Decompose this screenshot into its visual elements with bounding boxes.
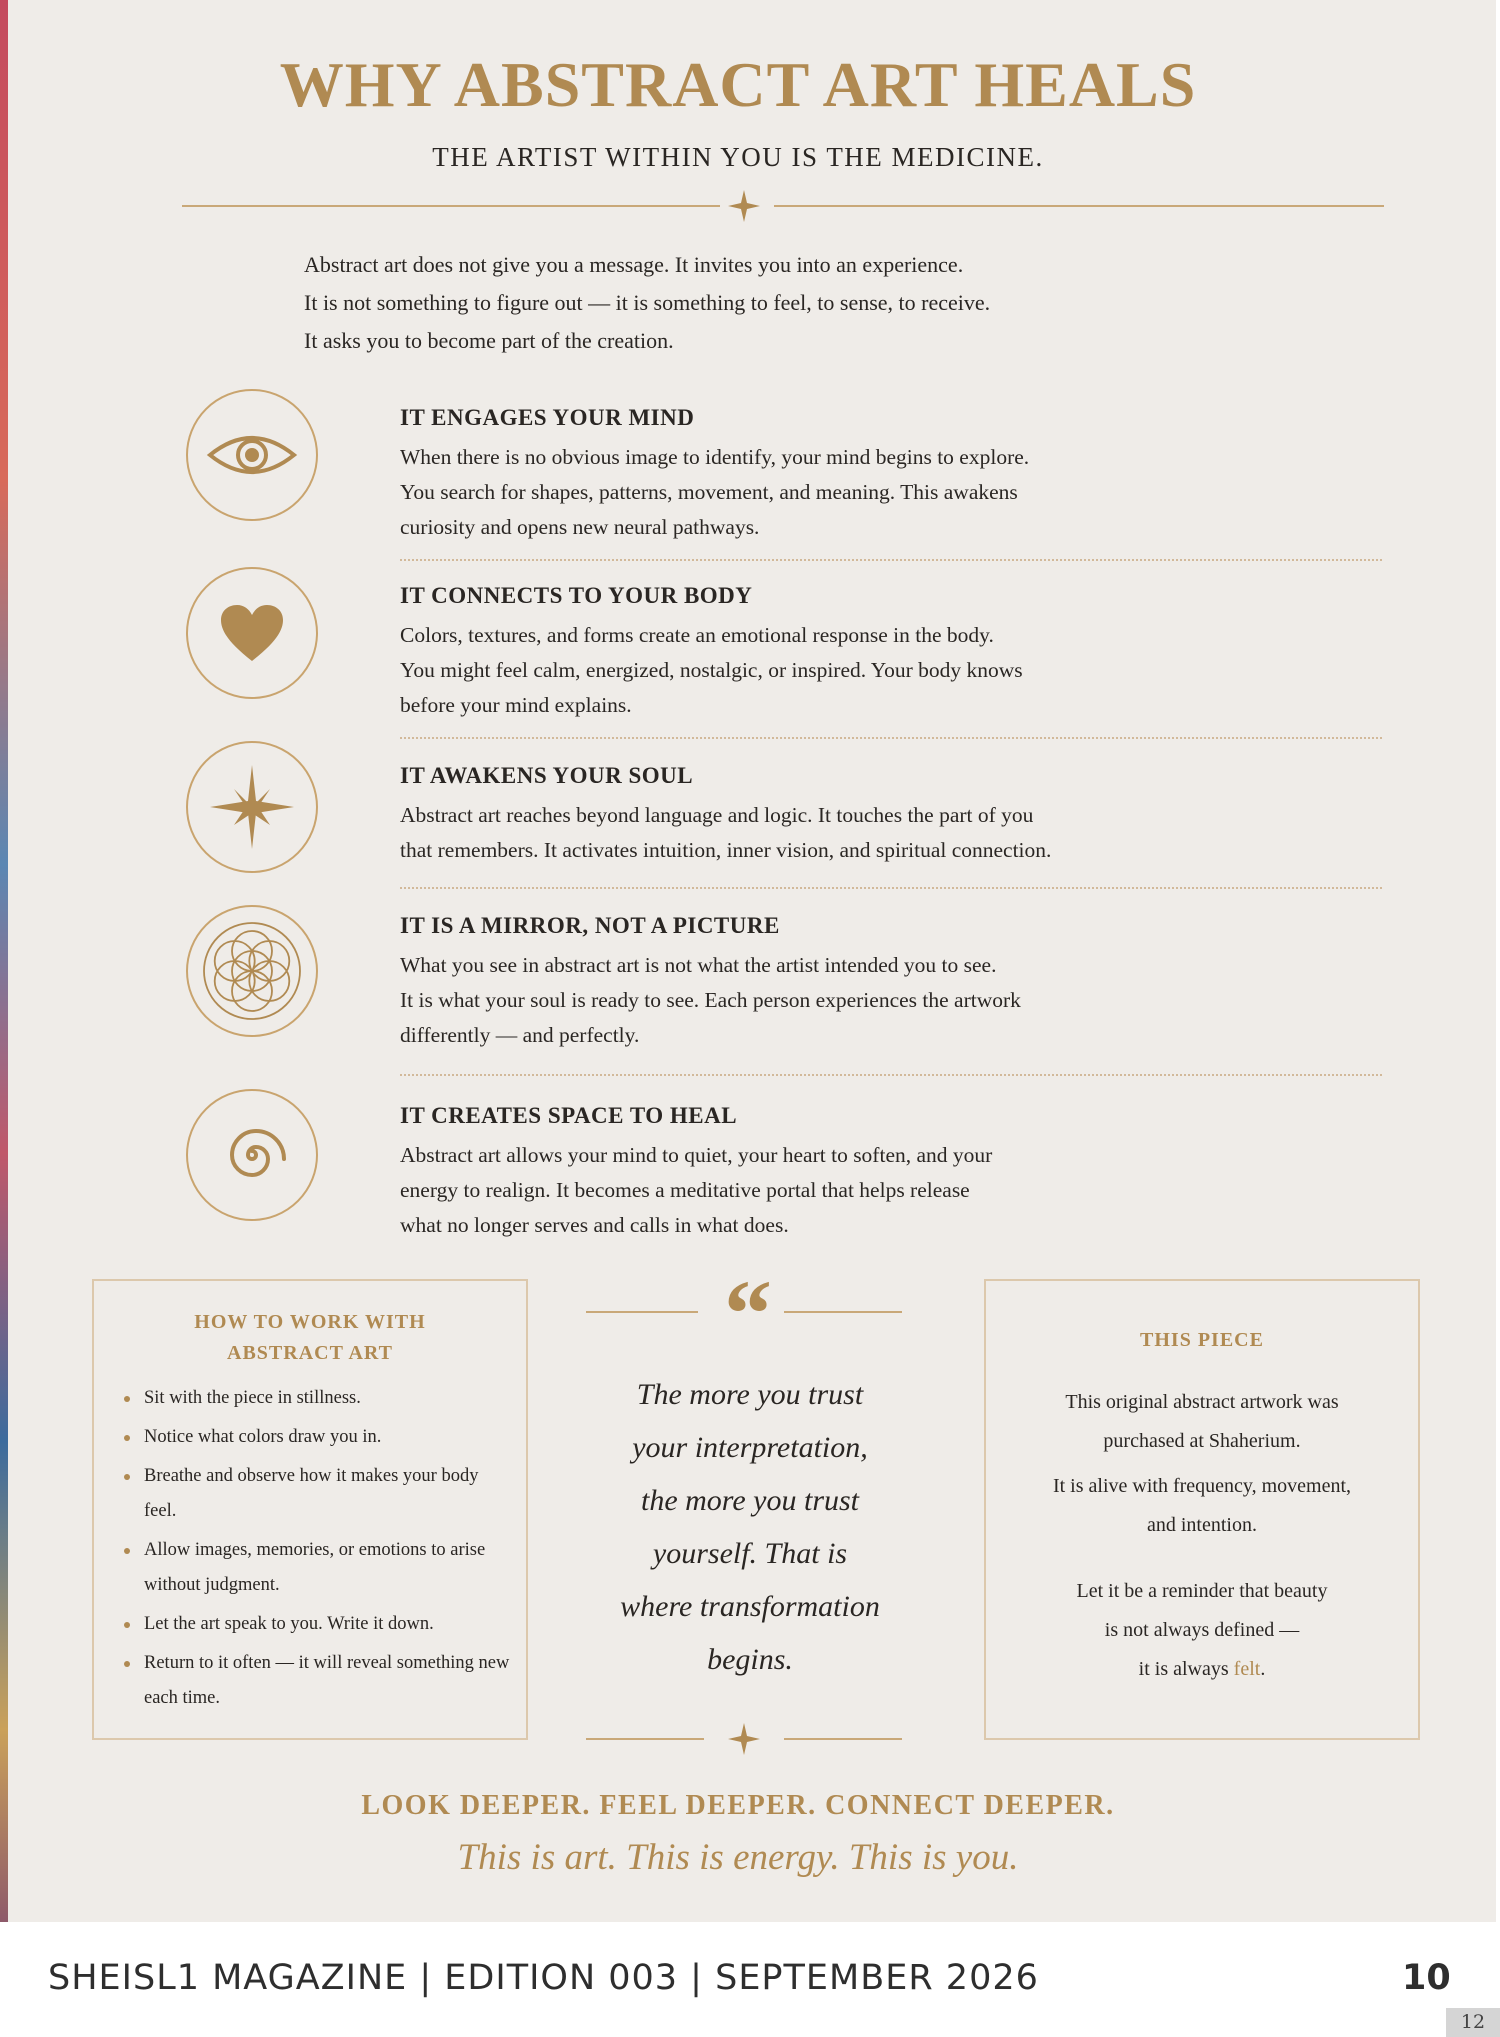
section-body-line: energy to realign. It becomes a meditative portal that helps release: [400, 1178, 970, 1202]
eye-icon: [206, 427, 298, 483]
how-to-list: [120, 1381, 510, 1720]
section-body-line: that remembers. It activates intuition, inner vision, and spiritual connection.: [400, 838, 1052, 862]
quote-mark-icon: “: [724, 1260, 772, 1367]
how-to-box: [92, 1279, 528, 1740]
intro-line: It is not something to figure out — it is something to feel, to sense, to receive.: [304, 290, 991, 315]
top-divider-right: [774, 205, 1384, 207]
section-body-line: What you see in abstract art is not what the artist intended you to see.: [400, 953, 997, 977]
section-body-line: It is what your soul is ready to see. Each person experiences the artwork: [400, 988, 1021, 1012]
list-item: Sit with the piece in stillness.: [120, 1381, 510, 1416]
this-piece-line: purchased at Shaherium.: [1103, 1430, 1301, 1452]
quote-star-icon: [726, 1721, 762, 1757]
section-title: IT AWAKENS YOUR SOUL: [400, 763, 694, 788]
section-body-line: Abstract art reaches beyond language and logic. It touches the part of you: [400, 803, 1034, 827]
this-piece-line: This original abstract artwork was: [1065, 1391, 1339, 1413]
this-piece-line: and intention.: [1147, 1514, 1257, 1536]
section-body: [400, 440, 1300, 545]
intro-line: Abstract art does not give you a message. It invites you into an experience.: [304, 252, 964, 277]
page-number: 10: [1402, 1958, 1451, 1998]
closing-tagline: LOOK DEEPER. FEEL DEEPER. CONNECT DEEPER.: [361, 1790, 1115, 1821]
quote-line: your interpretation,: [632, 1431, 868, 1464]
footer-magazine-info: SHEISL1 MAGAZINE | EDITION 003 | SEPTEMBER 2026: [48, 1958, 1039, 1998]
list-item: Let the art speak to you. Write it down.: [120, 1607, 510, 1642]
magazine-page: [8, 0, 1500, 1922]
spiral-icon: [212, 1115, 292, 1195]
section-separator: [400, 737, 1382, 739]
felt-highlight: felt: [1233, 1658, 1261, 1680]
this-piece-line: It is alive with frequency, movement,: [1052, 1475, 1352, 1497]
pull-quote: [576, 1368, 924, 1686]
this-piece-box: [984, 1279, 1420, 1740]
quote-line: yourself. That is: [652, 1537, 848, 1570]
how-to-title-line: HOW TO WORK WITH: [194, 1311, 426, 1333]
section-body: [400, 948, 1300, 1053]
star-icon: [208, 763, 296, 851]
intro-line: It asks you to become part of the creation.: [304, 328, 674, 353]
section-title: IT CREATES SPACE TO HEAL: [400, 1103, 738, 1128]
page-title: WHY ABSTRACT ART HEALS: [279, 49, 1197, 120]
section-body: [400, 1138, 1300, 1243]
quote-divider-top-left: [586, 1311, 698, 1313]
section-separator: [400, 887, 1382, 889]
quote-divider-top-right: [784, 1311, 902, 1313]
how-to-title-line: ABSTRACT ART: [227, 1342, 393, 1364]
quote-line: the more you trust: [640, 1484, 860, 1517]
this-piece-paragraph: [986, 1572, 1418, 1689]
section-icon-circle: [186, 905, 318, 1037]
section-body: [400, 798, 1300, 868]
section-separator: [400, 1074, 1382, 1076]
section-title: IT ENGAGES YOUR MIND: [400, 405, 695, 430]
this-piece-title: THIS PIECE: [1140, 1329, 1264, 1351]
quote-line: begins.: [707, 1643, 793, 1676]
quote-divider-bottom-left: [586, 1738, 704, 1740]
list-item: Allow images, memories, or emotions to arise without judgment.: [120, 1533, 510, 1603]
viewer-page-indicator: 12: [1446, 2008, 1500, 2037]
flower-of-life-icon: [197, 916, 307, 1026]
section-body: [400, 618, 1300, 723]
section-body-line: differently — and perfectly.: [400, 1023, 640, 1047]
section-body-line: Colors, textures, and forms create an emotional response in the body.: [400, 623, 994, 647]
section-icon-circle: [186, 741, 318, 873]
magazine-spine: [0, 0, 8, 1922]
section-title: IT IS A MIRROR, NOT A PICTURE: [400, 913, 780, 938]
section-separator: [400, 559, 1382, 561]
heart-icon: [219, 603, 285, 663]
section-body-line: You search for shapes, patterns, movement, and meaning. This awakens: [400, 480, 1018, 504]
quote-line: The more you trust: [636, 1378, 864, 1411]
this-piece-line-text: .: [1260, 1658, 1266, 1680]
quote-divider-bottom-right: [784, 1738, 902, 1740]
quote-line: where transformation: [620, 1590, 880, 1623]
list-item: Notice what colors draw you in.: [120, 1420, 510, 1455]
this-piece-line: is not always defined —: [1104, 1619, 1300, 1641]
section-body-line: curiosity and opens new neural pathways.: [400, 515, 760, 539]
list-item: Return to it often — it will reveal something new each time.: [120, 1646, 510, 1716]
section-body-line: Abstract art allows your mind to quiet, your heart to soften, and your: [400, 1143, 993, 1167]
page-subtitle: THE ARTIST WITHIN YOU IS THE MEDICINE.: [432, 142, 1044, 172]
list-item: Breathe and observe how it makes your body feel.: [120, 1459, 510, 1529]
page-edge: [1496, 0, 1500, 1922]
section-title: IT CONNECTS TO YOUR BODY: [400, 583, 753, 608]
this-piece-line-text: it is always: [1138, 1658, 1234, 1680]
closing-tagline-italic: This is art. This is energy. This is you.: [457, 1837, 1019, 1878]
this-piece-paragraph: [986, 1467, 1418, 1545]
section-icon-circle: [186, 567, 318, 699]
section-icon-circle: [186, 389, 318, 521]
intro-paragraph: [304, 246, 1204, 360]
top-divider-left: [182, 205, 720, 207]
section-body-line: before your mind explains.: [400, 693, 632, 717]
section-body-line: When there is no obvious image to identify, your mind begins to explore.: [400, 445, 1030, 469]
section-icon-circle: [186, 1089, 318, 1221]
section-body-line: You might feel calm, energized, nostalgic, or inspired. Your body knows: [400, 658, 1023, 682]
this-piece-line: [986, 1650, 1418, 1689]
this-piece-line: Let it be a reminder that beauty: [1076, 1580, 1328, 1602]
this-piece-paragraph: [986, 1383, 1418, 1461]
divider-star-icon: [726, 188, 762, 224]
how-to-title: [94, 1307, 526, 1369]
section-body-line: what no longer serves and calls in what does.: [400, 1213, 789, 1237]
